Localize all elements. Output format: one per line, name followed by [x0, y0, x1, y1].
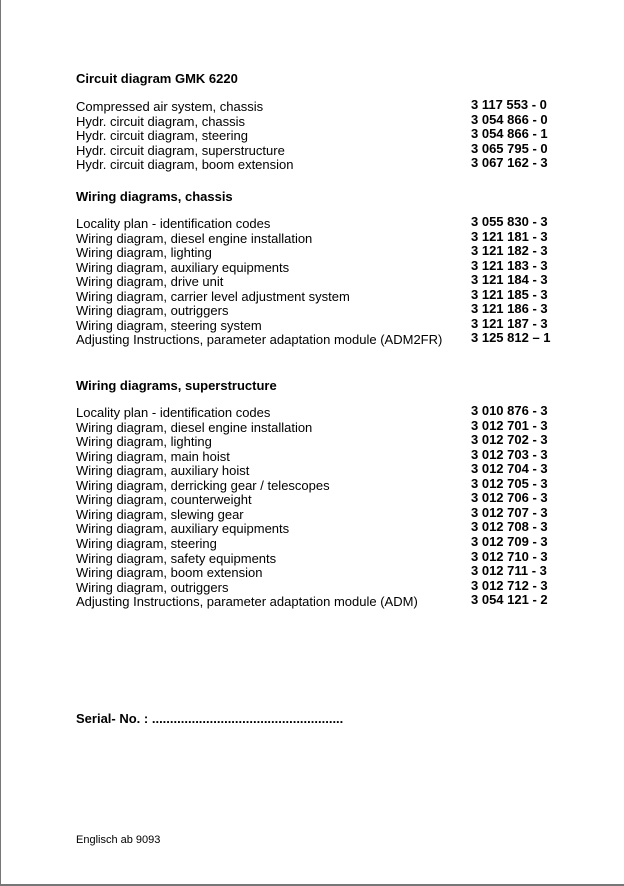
item-description: Compressed air system, chassis — [76, 99, 264, 114]
item-description: Wiring diagram, boom extension — [76, 565, 263, 581]
item-description: Wiring diagram, derricking gear / telescopes — [76, 477, 330, 493]
footer-note: Englisch ab 9093 — [76, 834, 161, 846]
item-description: Wiring diagram, steering — [76, 535, 217, 551]
serial-number-field: Serial- No. : ..................................................... — [76, 711, 344, 726]
item-part-number: 3 121 184 - 3 — [471, 272, 548, 288]
item-description: Wiring diagram, carrier level adjustment system — [76, 288, 350, 304]
list-item — [76, 592, 556, 610]
item-description: Wiring diagram, auxiliary equipments — [76, 521, 290, 537]
item-part-number: 3 012 704 - 3 — [471, 461, 548, 477]
item-part-number: 3 054 866 - 0 — [471, 111, 548, 127]
item-description: Wiring diagram, diesel engine installation — [76, 419, 313, 435]
item-description: Wiring diagram, main hoist — [76, 448, 230, 464]
item-description: Wiring diagram, steering system — [76, 317, 262, 333]
item-description: Locality plan - identification codes — [76, 405, 271, 420]
item-part-number: 3 012 710 - 3 — [471, 548, 548, 564]
item-part-number: 3 121 187 - 3 — [471, 315, 548, 331]
item-part-number: 3 121 185 - 3 — [471, 286, 548, 302]
item-part-number: 3 121 183 - 3 — [471, 257, 548, 273]
item-description: Wiring diagram, outriggers — [76, 303, 229, 319]
item-part-number: 3 117 553 - 0 — [471, 97, 547, 112]
item-part-number: 3 012 703 - 3 — [471, 446, 548, 462]
item-part-number: 3 121 181 - 3 — [471, 228, 548, 244]
item-part-number: 3 012 701 - 3 — [471, 417, 548, 433]
item-description: Wiring diagram, lighting — [76, 434, 212, 450]
item-description: Wiring diagram, slewing gear — [76, 506, 244, 522]
item-description: Hydr. circuit diagram, superstructure — [76, 142, 285, 158]
item-part-number: 3 012 711 - 3 — [471, 563, 547, 579]
item-part-number: 3 055 830 - 3 — [471, 214, 548, 229]
item-description: Wiring diagram, outriggers — [76, 579, 229, 595]
item-part-number: 3 012 706 - 3 — [471, 490, 548, 506]
item-part-number: 3 121 182 - 3 — [471, 243, 548, 259]
item-description: Adjusting Instructions, parameter adaptation module (ADM2FR) — [76, 332, 443, 348]
item-description: Wiring diagram, auxiliary hoist — [76, 463, 250, 479]
item-part-number: 3 125 812 – 1 — [471, 330, 551, 346]
item-part-number: 3 012 707 - 3 — [471, 504, 548, 520]
section-heading: Circuit diagram GMK 6220 — [76, 71, 238, 86]
item-part-number: 3 065 795 - 0 — [471, 140, 548, 156]
item-part-number: 3 012 712 - 3 — [471, 577, 548, 593]
item-description: Wiring diagram, safety equipments — [76, 550, 277, 566]
item-description: Hydr. circuit diagram, boom extension — [76, 157, 294, 173]
item-description: Wiring diagram, counterweight — [76, 492, 252, 508]
item-part-number: 3 010 876 - 3 — [471, 403, 548, 418]
item-part-number: 3 054 121 - 2 — [471, 592, 548, 608]
item-description: Hydr. circuit diagram, steering — [76, 128, 248, 144]
item-part-number: 3 054 866 - 1 — [471, 126, 548, 142]
list-item — [76, 330, 556, 348]
item-part-number: 3 067 162 - 3 — [471, 155, 548, 171]
section-heading: Wiring diagrams, superstructure — [76, 378, 277, 393]
item-description: Locality plan - identification codes — [76, 216, 271, 231]
item-description: Wiring diagram, auxiliary equipments — [76, 259, 290, 275]
item-description: Hydr. circuit diagram, chassis — [76, 113, 246, 129]
item-description: Wiring diagram, diesel engine installation — [76, 230, 313, 246]
item-part-number: 3 012 709 - 3 — [471, 533, 548, 549]
section-heading: Wiring diagrams, chassis — [76, 189, 233, 204]
item-description: Wiring diagram, drive unit — [76, 274, 224, 290]
item-part-number: 3 012 702 - 3 — [471, 432, 548, 448]
item-part-number: 3 121 186 - 3 — [471, 301, 548, 317]
list-item — [76, 155, 556, 173]
item-part-number: 3 012 705 - 3 — [471, 475, 548, 491]
item-description: Adjusting Instructions, parameter adaptation module (ADM) — [76, 594, 418, 610]
item-part-number: 3 012 708 - 3 — [471, 519, 548, 535]
item-description: Wiring diagram, lighting — [76, 245, 212, 261]
